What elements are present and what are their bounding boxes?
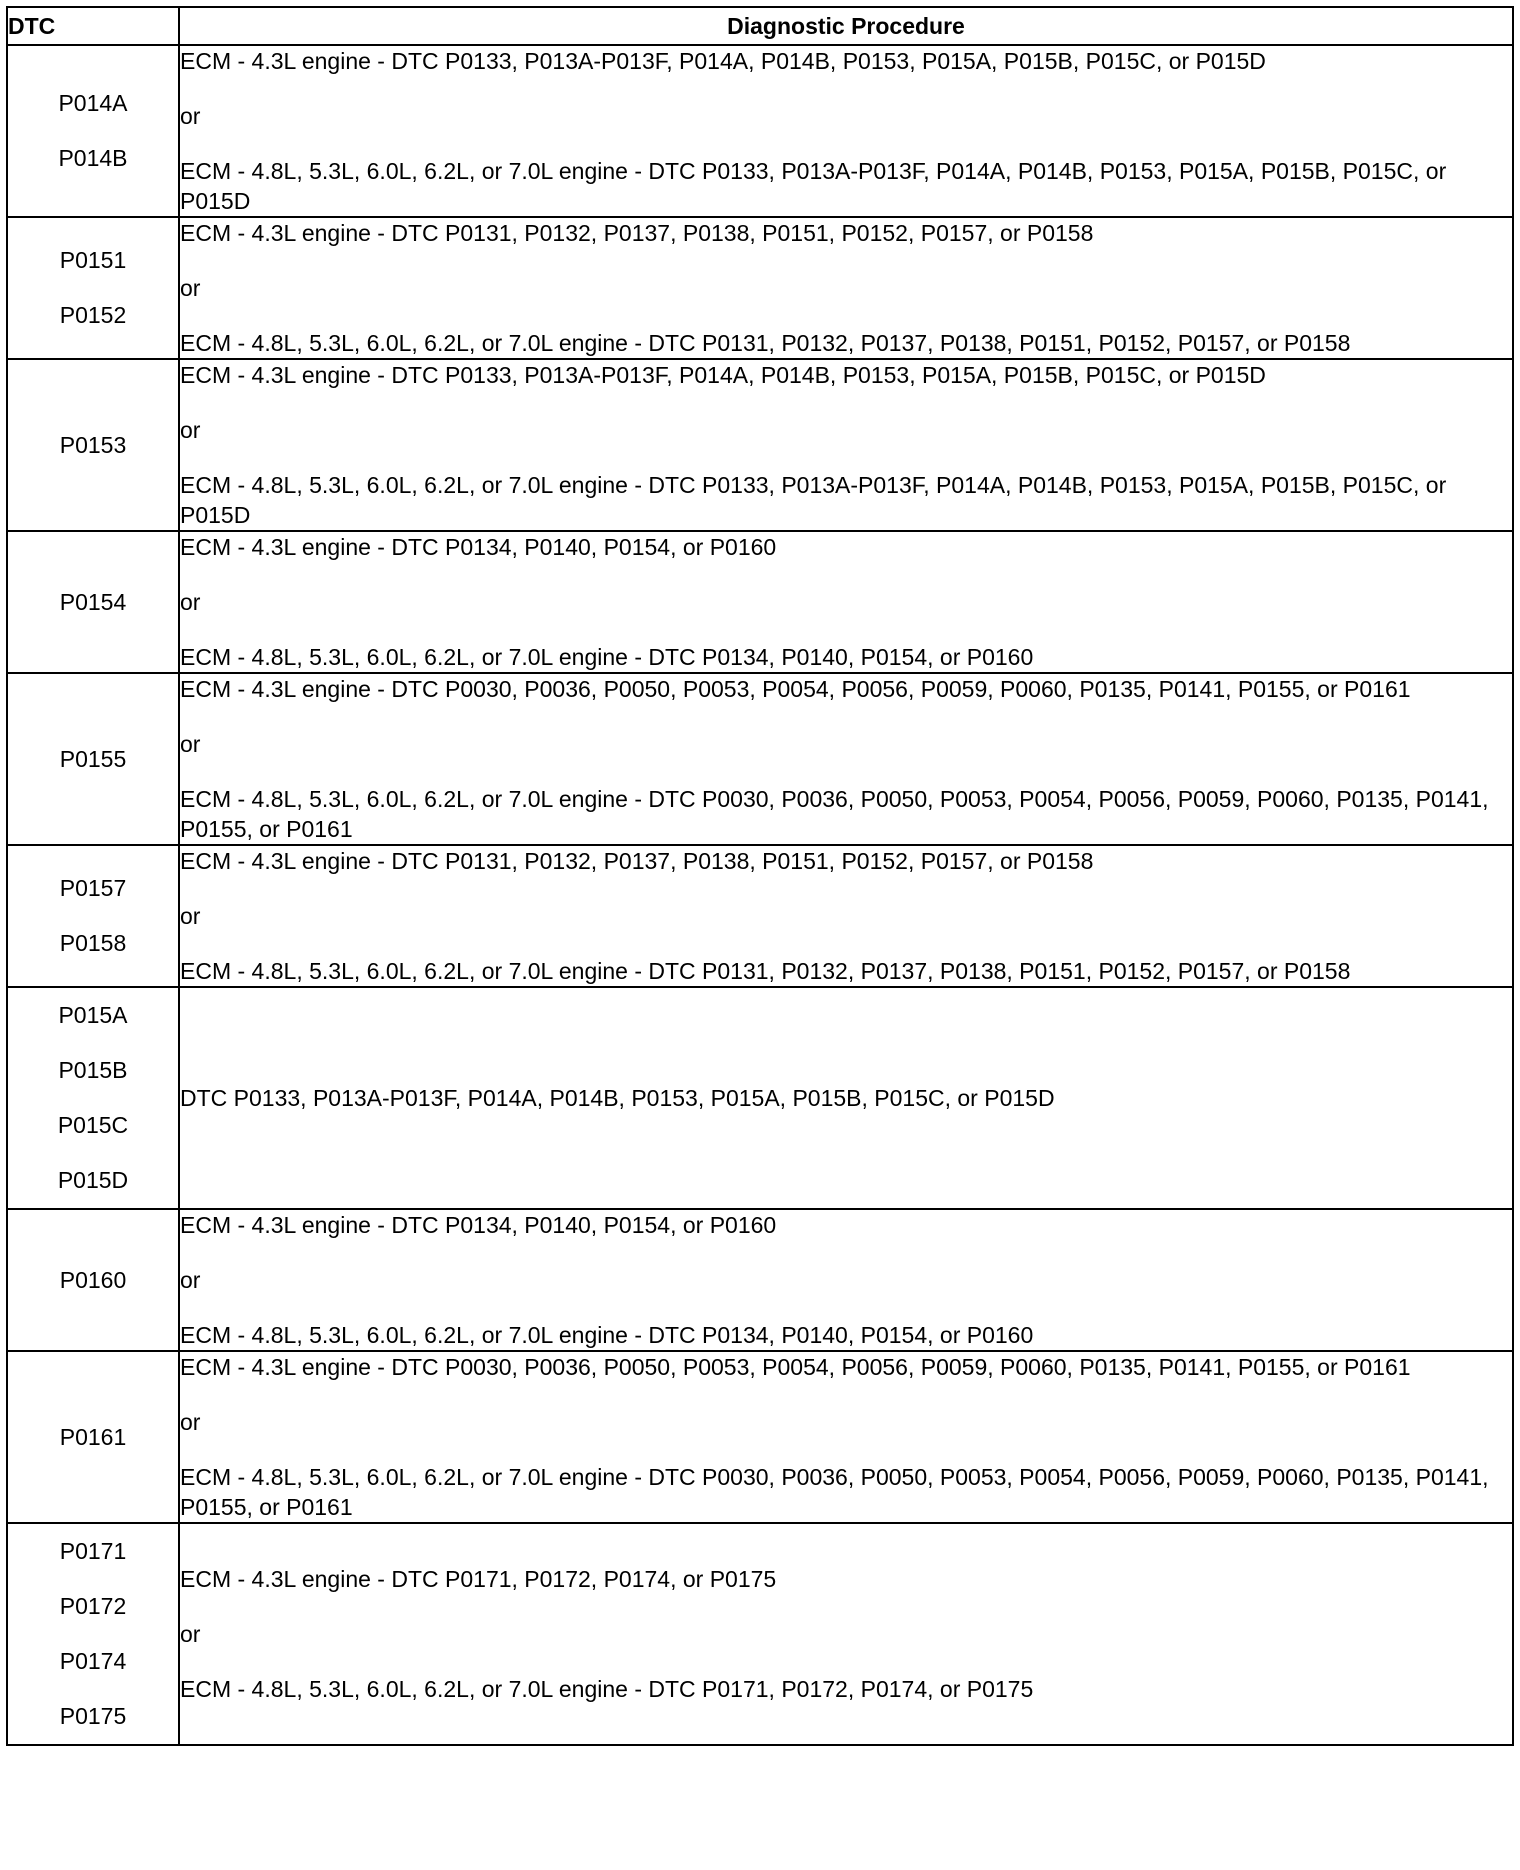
- dtc-code: P0175: [59, 1703, 127, 1729]
- procedure-line: ECM - 4.8L, 5.3L, 6.0L, 6.2L, or 7.0L engine - DTC P0134, P0140, P0154, or P0160: [180, 1322, 1034, 1348]
- table-row: [7, 1209, 1513, 1351]
- or-separator: or: [180, 417, 201, 443]
- procedure-line: ECM - 4.3L engine - DTC P0134, P0140, P0154, or P0160: [180, 1212, 777, 1238]
- dtc-code: P0174: [59, 1648, 127, 1674]
- procedure-line: ECM - 4.3L engine - DTC P0133, P013A-P013F, P014A, P014B, P0153, P015A, P015B, P015C, or P015D: [180, 362, 1266, 388]
- procedure-line: ECM - 4.3L engine - DTC P0131, P0132, P0137, P0138, P0151, P0152, P0157, or P0158: [180, 220, 1094, 246]
- table-row: [7, 1523, 1513, 1745]
- dtc-code: P0151: [59, 247, 127, 273]
- procedure-line: ECM - 4.8L, 5.3L, 6.0L, 6.2L, or 7.0L engine - DTC P0133, P013A-P013F, P014A, P014B, P0153, P015A, P015B, P015C, or P015D: [180, 158, 1447, 214]
- dtc-code: P015A: [58, 1002, 128, 1028]
- procedure-line: ECM - 4.8L, 5.3L, 6.0L, 6.2L, or 7.0L engine - DTC P0131, P0132, P0137, P0138, P0151, P0152, P0157, or P0158: [180, 330, 1351, 356]
- dtc-code: P015C: [57, 1112, 129, 1138]
- procedure-line: ECM - 4.3L engine - DTC P0131, P0132, P0137, P0138, P0151, P0152, P0157, or P0158: [180, 848, 1094, 874]
- dtc-cell: [7, 217, 179, 359]
- procedure-line: ECM - 4.8L, 5.3L, 6.0L, 6.2L, or 7.0L engine - DTC P0131, P0132, P0137, P0138, P0151, P0152, P0157, or P0158: [180, 958, 1351, 984]
- dtc-cell: [7, 987, 179, 1209]
- dtc-code: P0158: [59, 930, 127, 956]
- procedure-cell: [179, 359, 1513, 531]
- dtc-code: P0152: [59, 302, 127, 328]
- table-row: [7, 845, 1513, 987]
- procedure-line: ECM - 4.8L, 5.3L, 6.0L, 6.2L, or 7.0L engine - DTC P0171, P0172, P0174, or P0175: [180, 1676, 1034, 1702]
- dtc-code: P0160: [59, 1266, 127, 1293]
- dtc-code: P0155: [59, 745, 127, 772]
- table-row: [7, 531, 1513, 673]
- table-row: [7, 45, 1513, 217]
- dtc-cell: [7, 359, 179, 531]
- procedure-line: ECM - 4.8L, 5.3L, 6.0L, 6.2L, or 7.0L engine - DTC P0134, P0140, P0154, or P0160: [180, 644, 1034, 670]
- procedure-cell: [179, 1209, 1513, 1351]
- dtc-code: P015D: [57, 1167, 129, 1193]
- dtc-cell: [7, 1523, 179, 1745]
- procedure-cell: [179, 987, 1513, 1209]
- procedure-line: ECM - 4.8L, 5.3L, 6.0L, 6.2L, or 7.0L engine - DTC P0133, P013A-P013F, P014A, P014B, P0153, P015A, P015B, P015C, or P015D: [180, 472, 1447, 528]
- or-separator: or: [180, 1621, 201, 1647]
- dtc-cell: [7, 1351, 179, 1523]
- or-separator: or: [180, 589, 201, 615]
- dtc-procedure-table: [6, 6, 1514, 1746]
- table-row: [7, 217, 1513, 359]
- dtc-cell: [7, 1209, 179, 1351]
- dtc-code: P0157: [59, 875, 127, 901]
- or-separator: or: [180, 903, 201, 929]
- dtc-code: P014A: [58, 90, 128, 116]
- dtc-code: P0154: [59, 588, 127, 615]
- or-separator: or: [180, 1267, 201, 1293]
- procedure-line: DTC P0133, P013A-P013F, P014A, P014B, P0153, P015A, P015B, P015C, or P015D: [180, 1085, 1055, 1111]
- table-row: [7, 673, 1513, 845]
- procedure-cell: [179, 1523, 1513, 1745]
- dtc-code: P0161: [59, 1423, 127, 1450]
- table-row: [7, 1351, 1513, 1523]
- procedure-line: ECM - 4.3L engine - DTC P0030, P0036, P0050, P0053, P0054, P0056, P0059, P0060, P0135, P0141, P0155, or P0161: [180, 676, 1411, 702]
- procedure-cell: [179, 531, 1513, 673]
- dtc-code: P0171: [59, 1538, 127, 1564]
- procedure-line: ECM - 4.3L engine - DTC P0133, P013A-P013F, P014A, P014B, P0153, P015A, P015B, P015C, or P015D: [180, 48, 1266, 74]
- procedure-cell: [179, 1351, 1513, 1523]
- or-separator: or: [180, 275, 201, 301]
- dtc-cell: [7, 45, 179, 217]
- procedure-line: ECM - 4.3L engine - DTC P0134, P0140, P0154, or P0160: [180, 534, 777, 560]
- header-row: [7, 7, 1513, 45]
- or-separator: or: [180, 1409, 201, 1435]
- procedure-cell: [179, 217, 1513, 359]
- dtc-code: P015B: [58, 1057, 128, 1083]
- table-row: [7, 987, 1513, 1209]
- procedure-line: ECM - 4.8L, 5.3L, 6.0L, 6.2L, or 7.0L engine - DTC P0030, P0036, P0050, P0053, P0054, P0056, P0059, P0060, P0135, P0141, P0155, or P0161: [180, 1464, 1489, 1520]
- or-separator: or: [180, 103, 201, 129]
- procedure-line: ECM - 4.8L, 5.3L, 6.0L, 6.2L, or 7.0L engine - DTC P0030, P0036, P0050, P0053, P0054, P0056, P0059, P0060, P0135, P0141, P0155, or P0161: [180, 786, 1489, 842]
- dtc-cell: [7, 531, 179, 673]
- dtc-cell: [7, 673, 179, 845]
- procedure-cell: [179, 845, 1513, 987]
- table-row: [7, 359, 1513, 531]
- dtc-cell: [7, 845, 179, 987]
- or-separator: or: [180, 731, 201, 757]
- procedure-column-header: Diagnostic Procedure: [179, 7, 1513, 45]
- procedure-line: ECM - 4.3L engine - DTC P0171, P0172, P0174, or P0175: [180, 1566, 777, 1592]
- procedure-line: ECM - 4.3L engine - DTC P0030, P0036, P0050, P0053, P0054, P0056, P0059, P0060, P0135, P0141, P0155, or P0161: [180, 1354, 1411, 1380]
- dtc-code: P0172: [59, 1593, 127, 1619]
- dtc-code: P0153: [59, 431, 127, 458]
- procedure-cell: [179, 45, 1513, 217]
- dtc-column-header: DTC: [7, 7, 179, 45]
- dtc-code: P014B: [58, 145, 128, 171]
- procedure-cell: [179, 673, 1513, 845]
